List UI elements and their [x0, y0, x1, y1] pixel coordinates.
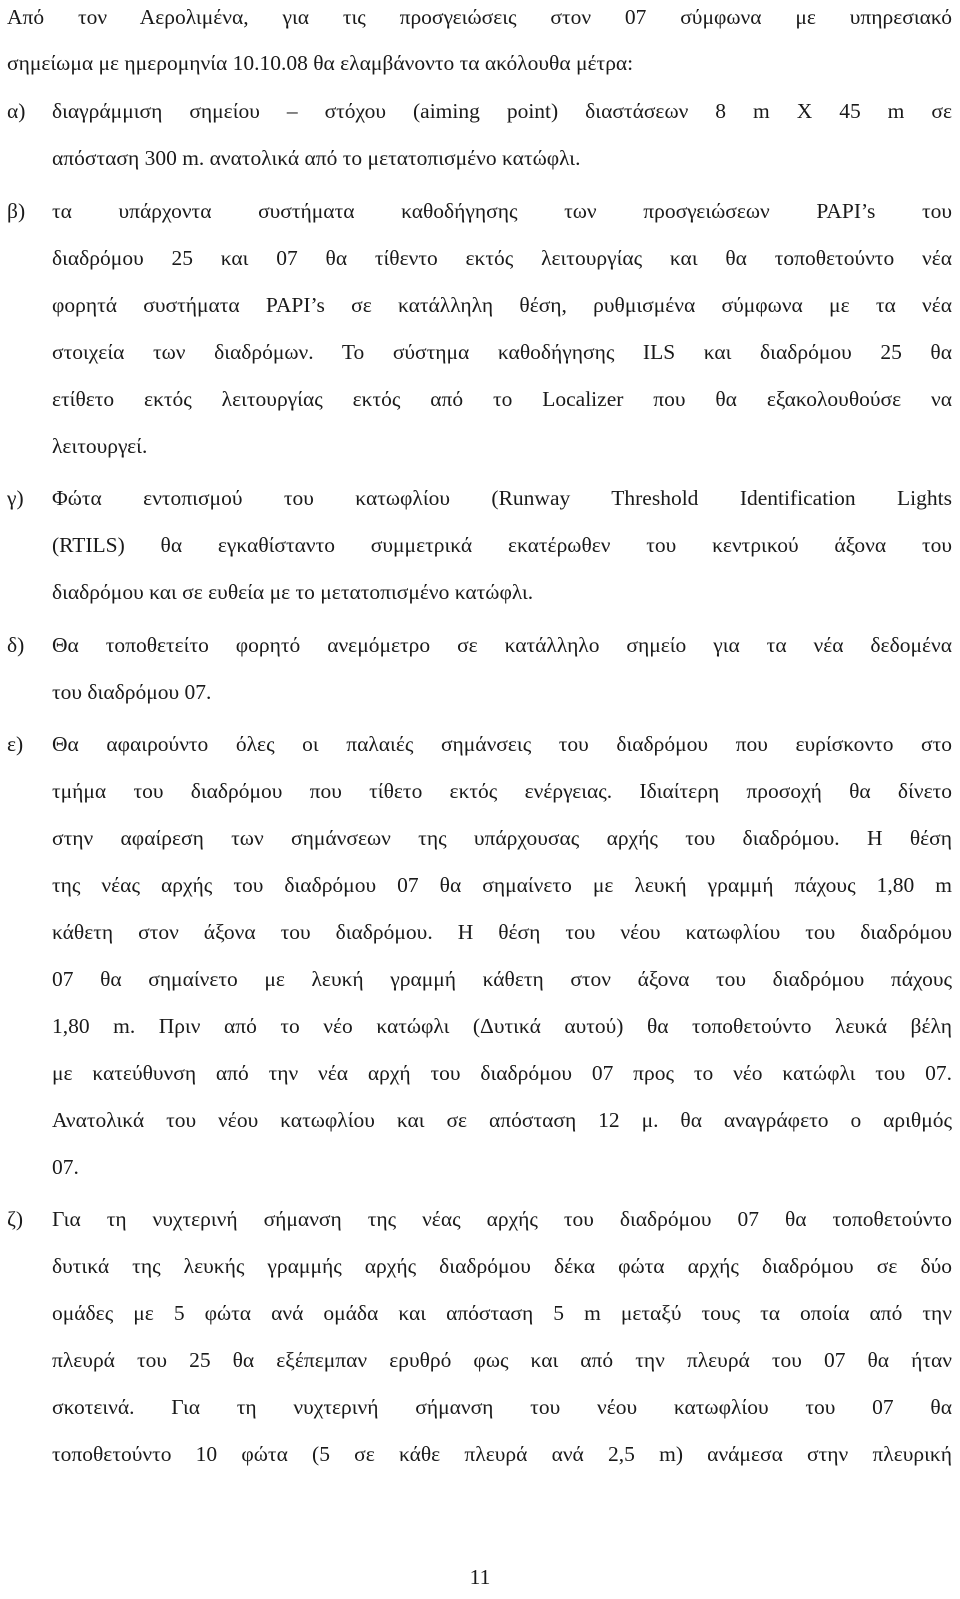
item-line: τοποθετούντο 10 φώτα (5 σε κάθε πλευρά ανά 2,5 m) ανάμεσα στην πλευρική: [52, 1442, 952, 1466]
item-label: ζ): [7, 1207, 24, 1231]
item-line: ομάδες με 5 φώτα ανά ομάδα και απόσταση 5 m μεταξύ τους τα οποία από την: [52, 1301, 952, 1325]
item-line: της νέας αρχής του διαδρόμου 07 θα σημαίνετο με λευκή γραμμή πάχους 1,80 m: [52, 873, 952, 897]
item-line: του διαδρόμου 07.: [52, 680, 212, 704]
item-line: Φώτα εντοπισμού του κατωφλίου (Runway Threshold Identification Lights: [52, 486, 952, 510]
intro-line: Από τον Αερολιμένα, για τις προσγειώσεις στον 07 σύμφωνα με υπηρεσιακό: [7, 5, 952, 29]
item-label: ε): [7, 732, 24, 756]
item-line: Για τη νυχτερινή σήμανση της νέας αρχής του διαδρόμου 07 θα τοποθετούντο: [52, 1207, 952, 1231]
item-line: 07.: [52, 1155, 79, 1179]
item-line: διαδρόμου και σε ευθεία με το μετατοπισμένο κατώφλι.: [52, 580, 534, 604]
item-line: σκοτεινά. Για τη νυχτερινή σήμανση του νέου κατωφλίου του 07 θα: [52, 1395, 952, 1419]
intro-line: σημείωμα με ημερομηνία 10.10.08 θα ελαμβάνοντο τα ακόλουθα μέτρα:: [7, 51, 634, 75]
item-line: με κατεύθυνση από την νέα αρχή του διαδρόμου 07 προς το νέο κατώφλι του 07.: [52, 1061, 952, 1085]
item-line: 1,80 m. Πριν από το νέο κατώφλι (Δυτικά αυτού) θα τοποθετούντο λευκά βέλη: [52, 1014, 952, 1038]
item-line: 07 θα σημαίνετο με λευκή γραμμή κάθετη στον άξονα του διαδρόμου πάχους: [52, 967, 952, 991]
item-line: διαδρόμου 25 και 07 θα τίθεντο εκτός λειτουργίας και θα τοποθετούντο νέα: [52, 246, 952, 270]
item-line: Θα αφαιρούντο όλες οι παλαιές σημάνσεις του διαδρόμου που ευρίσκοντο στο: [52, 732, 952, 756]
item-line: δυτικά της λευκής γραμμής αρχής διαδρόμου δέκα φώτα αρχής διαδρόμου σε δύο: [52, 1254, 952, 1278]
item-label: α): [7, 99, 26, 123]
item-line: ετίθετο εκτός λειτουργίας εκτός από το Localizer που θα εξακολουθούσε να: [52, 387, 952, 411]
item-line: απόσταση 300 m. ανατολικά από το μετατοπισμένο κατώφλι.: [52, 146, 581, 170]
item-line: φορητά συστήματα PAPI’s σε κατάλληλη θέση, ρυθμισμένα σύμφωνα με τα νέα: [52, 293, 952, 317]
item-line: (RTILS) θα εγκαθίσταντο συμμετρικά εκατέρωθεν του κεντρικού άξονα του: [52, 533, 952, 557]
item-line: λειτουργεί.: [52, 434, 148, 458]
item-line: Θα τοποθετείτο φορητό ανεμόμετρο σε κατάλληλο σημείο για τα νέα δεδομένα: [52, 633, 952, 657]
item-line: τα υπάρχοντα συστήματα καθοδήγησης των προσγειώσεων PAPI’s του: [52, 199, 952, 223]
item-line: στην αφαίρεση των σημάνσεων της υπάρχουσας αρχής του διαδρόμου. Η θέση: [52, 826, 952, 850]
item-label: β): [7, 199, 26, 223]
item-line: τμήμα του διαδρόμου που τίθετο εκτός ενέργειας. Ιδιαίτερη προσοχή θα δίνετο: [52, 779, 952, 803]
item-line: διαγράμμιση σημείου – στόχου (aiming point) διαστάσεων 8 m X 45 m σε: [52, 99, 952, 123]
item-line: κάθετη στον άξονα του διαδρόμου. Η θέση του νέου κατωφλίου του διαδρόμου: [52, 920, 952, 944]
page-number: 11: [469, 1565, 491, 1589]
item-line: Ανατολικά του νέου κατωφλίου και σε απόσταση 12 μ. θα αναγράφετο ο αριθμός: [52, 1108, 952, 1132]
item-line: στοιχεία των διαδρόμων. Το σύστημα καθοδήγησης ILS και διαδρόμου 25 θα: [52, 340, 952, 364]
item-line: πλευρά του 25 θα εξέπεμπαν ερυθρό φως και από την πλευρά του 07 θα ήταν: [52, 1348, 952, 1372]
item-label: γ): [7, 486, 24, 510]
item-label: δ): [7, 633, 25, 657]
